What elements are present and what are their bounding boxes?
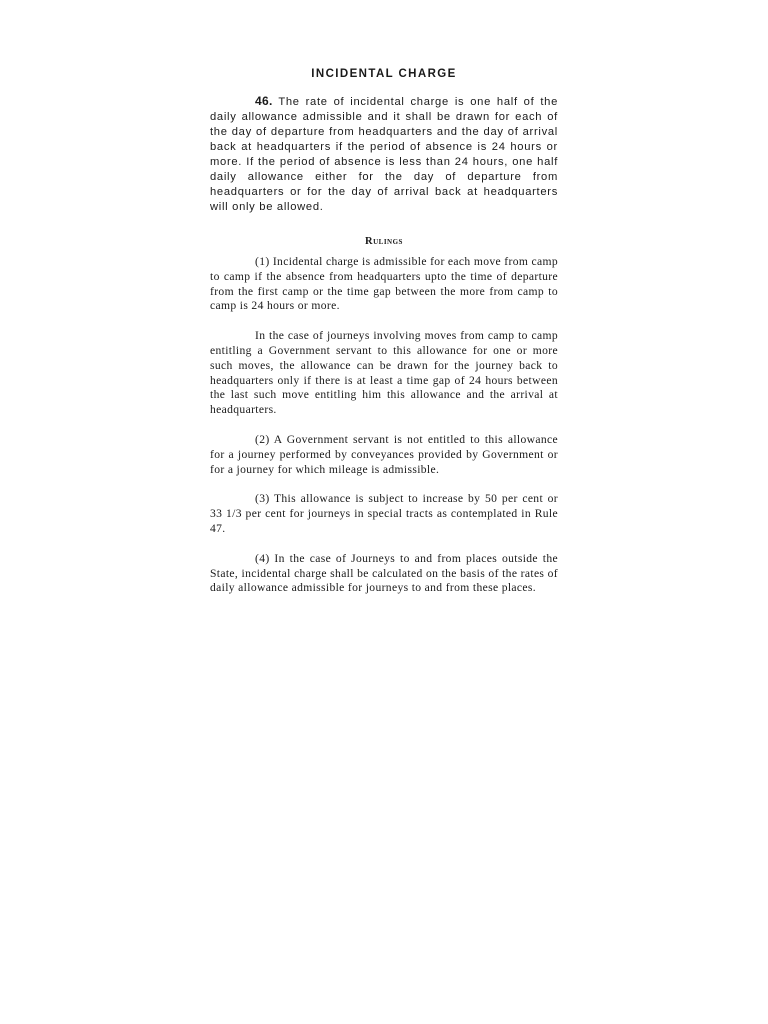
rule-46-paragraph — [210, 94, 558, 215]
ruling-paragraph-2: (2) A Government servant is not entitled to this allowance for a journey performed by conveyances provided by Government or for a journey for which mileage is admissible. — [210, 432, 558, 476]
document-content — [210, 68, 558, 611]
rule-number: 46. — [255, 94, 273, 108]
ruling-paragraph-4: (4) In the case of Journeys to and from places outside the State, incidental charge shall be calculated on the basis of the rates of daily allowance admissible for journeys to and from these places. — [210, 551, 558, 595]
ruling-paragraph-1-continued: In the case of journeys involving moves from camp to camp entitling a Government servant to this allowance for one or more such moves, the allowance can be drawn for the journey back to headquarters only if there is at least a time gap of 24 hours between the last such move entitling him this allowance and the arrival at headquarters. — [210, 329, 558, 417]
rulings-heading: Rulings — [365, 236, 403, 247]
ruling-paragraph-1: (1) Incidental charge is admissible for each move from camp to camp if the absence from headquarters upto the time of departure from the first camp or the time gap between the more from camp to camp is 24 hours or more. — [210, 255, 558, 313]
section-title: INCIDENTAL CHARGE — [311, 68, 457, 80]
ruling-paragraph-3: (3) This allowance is subject to increase by 50 per cent or 33 1/3 per cent for journeys in special tracts as contemplated in Rule 47. — [210, 492, 558, 535]
rule-text: The rate of incidental charge is one half of the daily allowance admissible and it shall be drawn for each of the day of departure from headquarters and the day of arrival back at headquarters if the period of absence is 24 hours or more. If the period of absence is less than 24 hours, one half daily allowance either for the day of departure from headquarters or for the day of arrival back at headquarters will only be allowed. — [210, 96, 558, 213]
